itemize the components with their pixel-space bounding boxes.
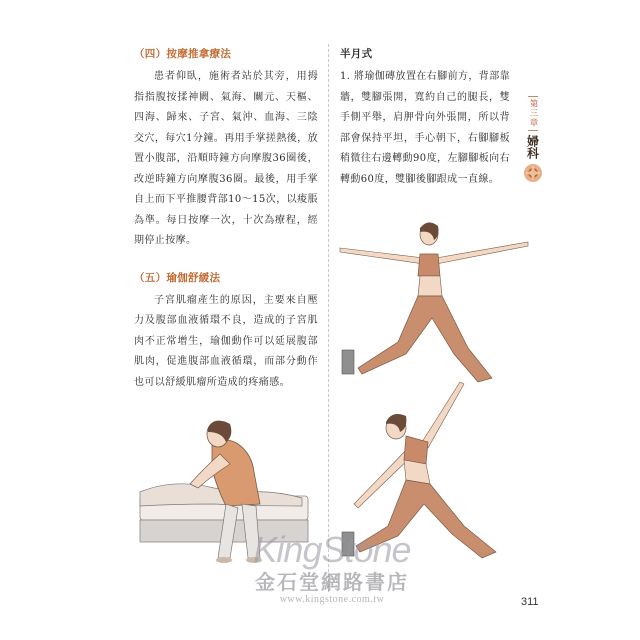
section-yoga	[134, 270, 318, 394]
chapter-label: 第三章	[528, 96, 538, 131]
watermark-url: www.kingstone.com.tw	[279, 594, 385, 605]
page-number: 311	[521, 596, 539, 608]
pose-step-1: 1. 將瑜伽磚放置在右腳前方，背部靠牆，雙腳張開，寬約自己的腿長，雙手側平舉，肩胛骨向外張開，所以背部會保持平坦，手心朝下，右腳腳板稍微往右邊轉動90度，左腳腳板向右轉動60度，雙腳後腳跟成一直線。	[340, 71, 510, 185]
paragraph-yoga: 子宮肌瘤產生的原因，主要來自壓力及腹部血液循環不良，造成的子宮肌肉不正常增生，瑜伽動作可以延展腹部肌肉，促進腹部血液循環，而部分動作也可以舒緩肌瘤所造成的疼痛感。	[134, 294, 318, 388]
yoga-pose-illustration-2	[336, 376, 536, 576]
watermark-logo: KingStone	[253, 529, 411, 570]
section-massage	[134, 46, 318, 252]
chapter-tab	[520, 96, 546, 183]
yoga-block	[342, 350, 354, 374]
watermark-chinese: 金石堂網路書店	[255, 570, 409, 594]
yoga-block	[342, 532, 354, 556]
chapter-name: 婦科	[525, 134, 540, 159]
right-column	[340, 46, 510, 190]
section-heading-yoga: （五）瑜伽舒緩法	[134, 271, 221, 284]
flower-emblem-icon	[523, 163, 543, 183]
left-column	[134, 46, 318, 393]
section-heading-massage: （四）按摩推拿療法	[134, 48, 232, 60]
yoga-pose-illustration-1	[336, 218, 536, 388]
column-divider	[328, 44, 329, 592]
pose-title: 半月式	[340, 48, 373, 60]
paragraph-massage: 患者仰臥，施術者站於其旁，用拇指指腹按揉神闕、氣海、關元、天樞、四海、歸來、子宮、氣沖、血海、三陰交穴，每穴1分鐘。再用手掌搓熱後，放置小腹部，沿順時鐘方向摩腹36圈後，改逆時鐘方向摩腹36圈。最後，用手掌自上而下平推腰背部10～15次，以痠脹為準。每日按摩一次，十次為療程，經期停止按摩。	[134, 71, 318, 246]
massage-illustration	[134, 408, 312, 580]
